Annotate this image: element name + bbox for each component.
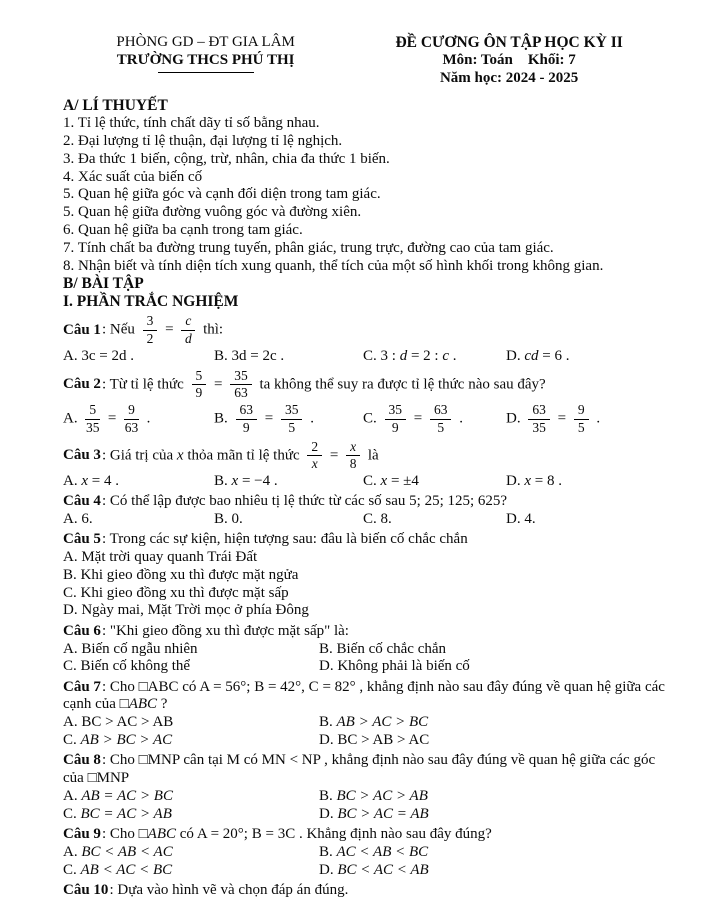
multiple-choice-heading: I. PHẦN TRẮC NGHIỆM	[63, 293, 239, 311]
question-label: Câu 7	[63, 678, 101, 695]
answer-option: A. 6.	[63, 510, 93, 527]
question-2	[63, 368, 670, 436]
fraction: $\frac{5}{35}$	[85, 402, 100, 435]
question-8	[63, 752, 670, 823]
question-3	[63, 439, 670, 491]
answer-option: B. Khi gieo đồng xu thì được mặt ngửa	[63, 566, 299, 583]
answer-option: B. 0.	[214, 510, 243, 527]
question-stem: Câu 3: Giá trị của x thỏa mãn tỉ lệ thức $\frac{2}{x}$ = $\frac{x}{8}$ là	[63, 438, 379, 472]
header-underline	[158, 72, 254, 73]
question-label: Câu 6	[63, 622, 101, 639]
answer-options	[63, 511, 670, 529]
answer-option: D. $\frac{63}{35}$ = $\frac{9}{5}$ .	[506, 402, 601, 435]
answer-option: C. 8.	[363, 510, 392, 527]
question-1	[63, 313, 670, 365]
document-title: ĐỀ CƯƠNG ÔN TẬP HỌC KỲ II	[395, 34, 623, 51]
fraction: $\frac{9}{5}$	[574, 403, 589, 435]
question-stem: Câu 5: Trong các sự kiện, hiện tượng sau: đâu là biến cố chắc chắn	[63, 531, 468, 548]
question-label: Câu 2	[63, 376, 101, 393]
document-header	[63, 34, 670, 87]
question-list	[63, 313, 670, 899]
answer-option: D. Ngày mai, Mặt Trời mọc ở phía Đông	[63, 602, 309, 619]
fraction: $\frac{5}{9}$	[192, 369, 207, 401]
header-title-block	[348, 34, 670, 87]
answer-options	[63, 549, 670, 620]
answer-option: C. x = ±4	[363, 472, 419, 489]
exercises-section-heading: B/ BÀI TẬP	[63, 275, 144, 293]
theory-item: 2. Đại lượng tỉ lệ thuận, đại lượng tỉ lệ nghịch.	[63, 132, 343, 149]
question-9	[63, 826, 670, 879]
fraction: $\frac{35}{9}$	[385, 403, 407, 435]
answer-option: C. Khi gieo đồng xu thì được mặt sấp	[63, 584, 289, 601]
theory-item: 5. Quan hệ giữa góc và cạnh đối diện trong tam giác.	[63, 186, 381, 203]
answer-options	[63, 641, 670, 677]
fraction: $\frac{9}{63}$	[124, 402, 139, 435]
answer-option: C. BC = AC > AB	[63, 805, 172, 822]
theory-item: 4. Xác suất của biến cố	[63, 168, 203, 185]
answer-option: C. 3 : d = 2 : c .	[363, 347, 457, 364]
question-stem: Câu 4: Có thể lập được bao nhiêu tị lệ thức từ các số sau 5; 25; 125; 625?	[63, 493, 508, 510]
question-label: Câu 9	[63, 826, 101, 843]
answer-option: B. Biến cố chắc chắn	[319, 640, 447, 657]
question-label: Câu 8	[63, 752, 101, 769]
school-name: TRƯỜNG THCS PHÚ THỊ	[116, 51, 295, 68]
answer-option: D. 4.	[506, 510, 536, 527]
question-7	[63, 679, 670, 750]
answer-option: C. Biến cố không thể	[63, 658, 191, 675]
theory-item: 6. Quan hệ giữa ba cạnh trong tam giác.	[63, 221, 303, 238]
answer-options	[63, 473, 670, 491]
answer-options	[63, 788, 670, 824]
answer-option: B. 3d = 2c .	[214, 347, 285, 364]
question-stem: Câu 2: Từ tỉ lệ thức $\frac{5}{9}$ = $\frac{35}{63}$ ta không thể suy ra được tỉ lệ thức nào sau đây?	[63, 367, 546, 401]
theory-item: 7. Tính chất ba đường trung tuyến, phân giác, trung trực, đường cao của tam giác.	[63, 239, 554, 256]
question-stem: Câu 1: Nếu $\frac{3}{2}$ = $\frac{c}{d}$ thì:	[63, 313, 224, 347]
header-school-block	[63, 34, 348, 87]
question-10	[63, 882, 670, 900]
answer-option: B. $\frac{63}{9}$ = $\frac{35}{5}$ .	[214, 402, 314, 435]
answer-option: D. x = 8 .	[506, 472, 562, 489]
theory-list	[63, 115, 670, 275]
theory-item: 3. Đa thức 1 biến, cộng, trừ, nhân, chia đa thức 1 biến.	[63, 150, 390, 167]
answer-option: C. $\frac{35}{9}$ = $\frac{63}{5}$ .	[363, 402, 463, 435]
theory-section-heading: A/ LÍ THUYẾT	[63, 97, 168, 115]
question-label: Câu 4	[63, 493, 101, 510]
answer-options	[63, 714, 670, 750]
fraction: $\frac{3}{2}$	[143, 314, 158, 346]
answer-option: B. AB > AC > BC	[319, 714, 429, 731]
question-stem: Câu 10: Dựa vào hình vẽ và chọn đáp án đúng.	[63, 881, 349, 898]
fraction: $\frac{2}{x}$	[307, 440, 322, 472]
fraction: $\frac{c}{d}$	[181, 314, 195, 346]
answer-option: D. Không phải là biến cố	[319, 658, 470, 675]
fraction: $\frac{63}{5}$	[430, 403, 452, 435]
answer-option: D. cd = 6 .	[506, 347, 570, 364]
answer-option: B. x = −4 .	[214, 472, 278, 489]
answer-options	[63, 348, 670, 366]
answer-option: C. AB < AC < BC	[63, 861, 173, 878]
theory-item: 5. Quan hệ giữa đường vuông góc và đường xiên.	[63, 204, 362, 221]
fraction: $\frac{63}{35}$	[528, 403, 550, 435]
answer-option: A. Biến cố ngẫu nhiên	[63, 640, 198, 657]
answer-option: A. $\frac{5}{35}$ = $\frac{9}{63}$ .	[63, 402, 151, 435]
question-label: Câu 3	[63, 447, 101, 464]
department-name: PHÒNG GD – ĐT GIA LÂM	[116, 34, 295, 50]
question-6	[63, 623, 670, 676]
school-year-line: Năm học: 2024 - 2025	[439, 69, 579, 86]
fraction: $\frac{35}{5}$	[281, 403, 303, 435]
question-stem: Câu 6: "Khi gieo đồng xu thì được mặt sấp" là:	[63, 622, 349, 639]
answer-options	[63, 402, 670, 436]
theory-item: 1. Tỉ lệ thức, tính chất dãy tỉ số bằng nhau.	[63, 115, 320, 132]
question-label: Câu 1	[63, 321, 101, 338]
question-4	[63, 493, 670, 529]
answer-option: A. BC > AC > AB	[63, 714, 174, 731]
answer-options	[63, 844, 670, 880]
answer-option: A. Mặt trời quay quanh Trái Đất	[63, 549, 258, 566]
fraction: $\frac{x}{8}$	[346, 440, 360, 472]
answer-option: A. AB = AC > BC	[63, 787, 173, 804]
answer-option: D. BC < AC < AB	[319, 861, 429, 878]
fraction: $\frac{63}{9}$	[236, 403, 258, 435]
question-stem: Câu 8: Cho □MNP cân tại M có MN < NP , khẳng định nào sau đây đúng về quan hệ giữa các góc của □MNP	[63, 752, 656, 787]
question-stem: Câu 9: Cho □ABC có A = 20°; B = 3C . Khẳng định nào sau đây đúng?	[63, 826, 492, 843]
answer-option: A. x = 4 .	[63, 472, 119, 489]
question-stem: Câu 7: Cho □ABC có A = 56°; B = 42°, C = 82° , khẳng định nào sau đây đúng về quan hệ giữa các cạnh của □ABC ?	[63, 678, 665, 713]
answer-option: D. BC > AC = AB	[319, 805, 429, 822]
answer-option: B. BC > AC > AB	[319, 787, 428, 804]
answer-option: C. AB > BC > AC	[63, 732, 173, 749]
fraction: $\frac{35}{63}$	[230, 369, 252, 401]
answer-option: B. AC < AB < BC	[319, 843, 429, 860]
answer-option: D. BC > AB > AC	[319, 732, 430, 749]
question-label: Câu 5	[63, 531, 101, 548]
answer-option: A. BC < AB < AC	[63, 843, 173, 860]
theory-item: 8. Nhận biết và tính diện tích xung quanh, thể tích của một số hình khối trong không gian.	[63, 257, 604, 274]
question-5	[63, 531, 670, 620]
subject-grade-line: Môn: Toán Khối: 7	[442, 51, 576, 68]
answer-option: A. 3c = 2d .	[63, 347, 134, 364]
question-label: Câu 10	[63, 881, 109, 898]
